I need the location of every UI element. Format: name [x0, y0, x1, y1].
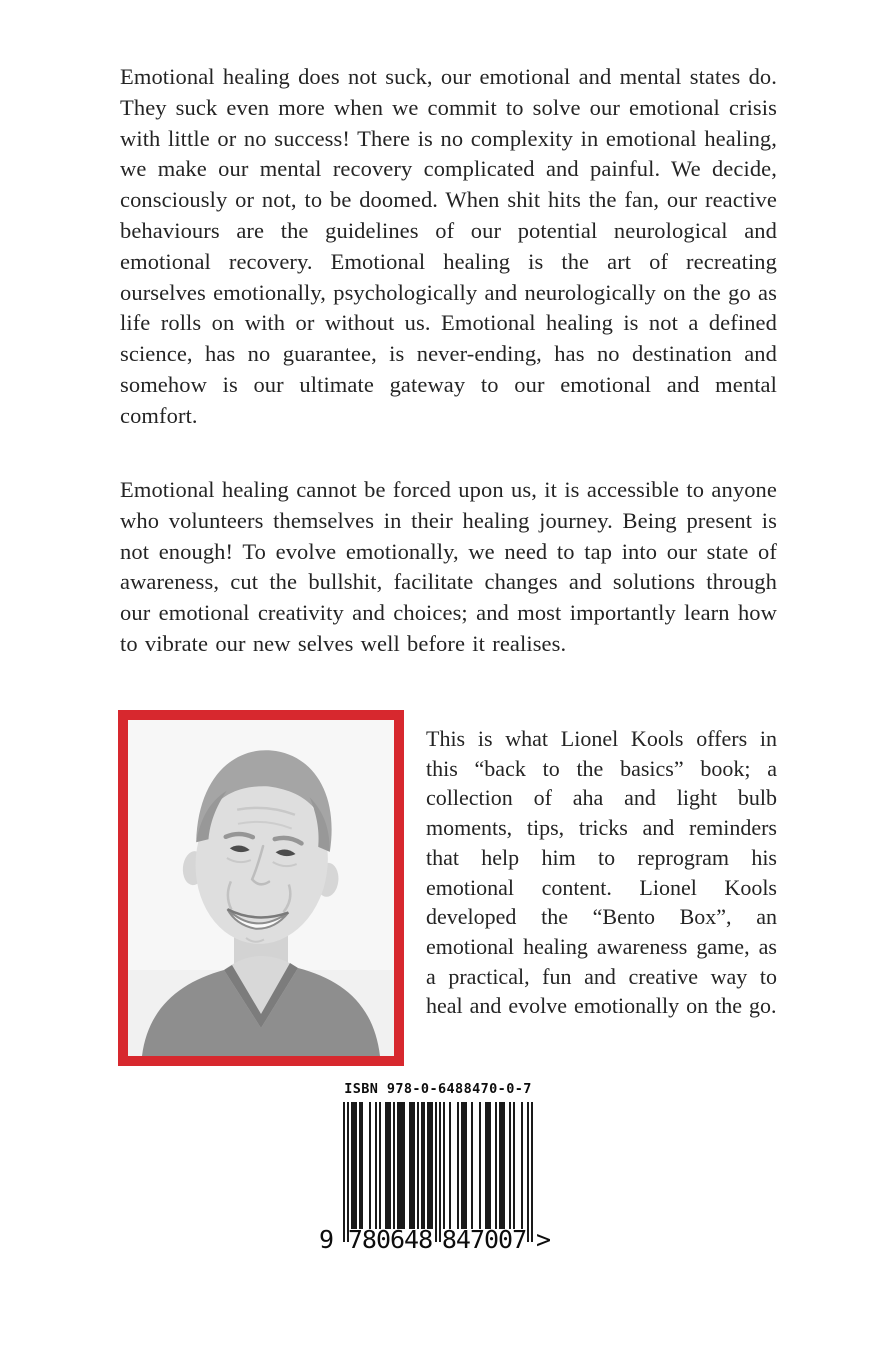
isbn-label: ISBN 978-0-6488470-0-7	[344, 1081, 532, 1097]
synopsis-paragraph-1: Emotional healing does not suck, our emotional and mental states do. They suck even more when we commit to solve our emotional crisis with little or no success! There is no complexity in emotional healing, we make our mental recovery complicated and painful. We decide, consciously or not, to be doomed. When shit hits the fan, our reactive behaviours are the guidelines of our potential neurological and emotional recovery. Emotional healing is the art of recreating ourselves emotionally, psychologically and neurologically on the go as life rolls on with or without us. Emotional healing is not a defined science, has no guarantee, is never-ending, has no destination and somehow is our ultimate gateway to our emotional and mental comfort.	[120, 64, 777, 428]
author-blurb: This is what Lionel Kools offers in this “back to the basics” book; a collection of aha and light bulb moments, tips, tricks and reminders that help him to reprogram his emotional content. Lionel Kools developed the “Bento Box”, an emotional healing awareness game, as a practical, fun and creative way to heal and evolve emotionally on the go.	[426, 726, 777, 1019]
synopsis-paragraph-2: Emotional healing cannot be forced upon us, it is accessible to anyone who volunteers themselves in their healing journey. Being present is not enough! To evolve emotionally, we need to tap into our state of awareness, cut the bullshit, facilitate changes and solutions through our emotional creativity and choices; and most importantly learn how to vibrate our new selves well before it realises.	[120, 477, 777, 656]
barcode-trailing-char: >	[536, 1225, 552, 1254]
barcode-module	[531, 1102, 533, 1242]
barcode-digit-left: 9	[319, 1225, 335, 1254]
barcode-bars	[319, 1102, 552, 1260]
author-photo-frame	[118, 710, 404, 1066]
barcode-digit-group-2: 847007	[441, 1225, 527, 1254]
barcode-digit-group-1: 780648	[347, 1225, 433, 1254]
isbn-barcode-block	[319, 1081, 552, 1260]
author-photo	[128, 720, 394, 1056]
